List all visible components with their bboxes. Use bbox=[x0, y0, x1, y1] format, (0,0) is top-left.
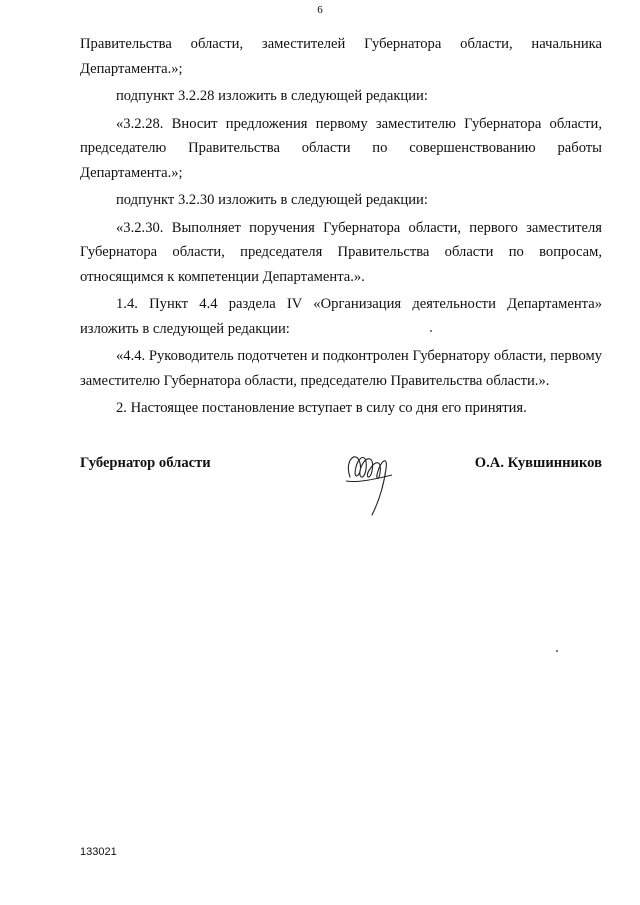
document-code: 133021 bbox=[80, 846, 117, 858]
paragraph-subpoint-3-2-30-text: «3.2.30. Выполняет поручения Губернатора области, первого заместителя Губернатора области, председателя Правительства области по вопросам, относящимся к компетенции Департамента.». bbox=[80, 219, 602, 285]
speck bbox=[556, 650, 558, 652]
paragraph-subpoint-3-2-28-text: «3.2.28. Вносит предложения первому заместителю Губернатора области, председателю Правительства области по совершенствованию работы Департамента.»; bbox=[80, 115, 602, 181]
signatory-title: Губернатор области bbox=[80, 455, 211, 471]
signatory-name: О.А. Кувшинников bbox=[474, 455, 602, 471]
paragraph-subpoint-3-2-30-intro: подпункт 3.2.30 изложить в следующей редакции: bbox=[116, 192, 428, 208]
paragraph-point-1-4: 1.4. Пункт 4.4 раздела IV «Организация деятельности Департамента» изложить в следующей редакции: bbox=[80, 296, 602, 337]
signature-block bbox=[80, 455, 602, 525]
paragraph-continuation: Правительства области, заместителей Губернатора области, начальника Департамента.»; bbox=[80, 36, 602, 77]
paragraph-point-4-4-text: «4.4. Руководитель подотчетен и подконтролен Губернатору области, первому заместителю Губернатора области, председателю Правительства области.». bbox=[80, 348, 602, 389]
document-body bbox=[80, 32, 602, 421]
paragraph-subpoint-3-2-28-intro: подпункт 3.2.28 изложить в следующей редакции: bbox=[116, 88, 428, 104]
speck bbox=[430, 330, 432, 332]
handwritten-signature bbox=[342, 447, 402, 519]
page-number: 6 bbox=[317, 4, 323, 16]
paragraph-point-2: 2. Настоящее постановление вступает в силу со дня его принятия. bbox=[116, 400, 527, 416]
